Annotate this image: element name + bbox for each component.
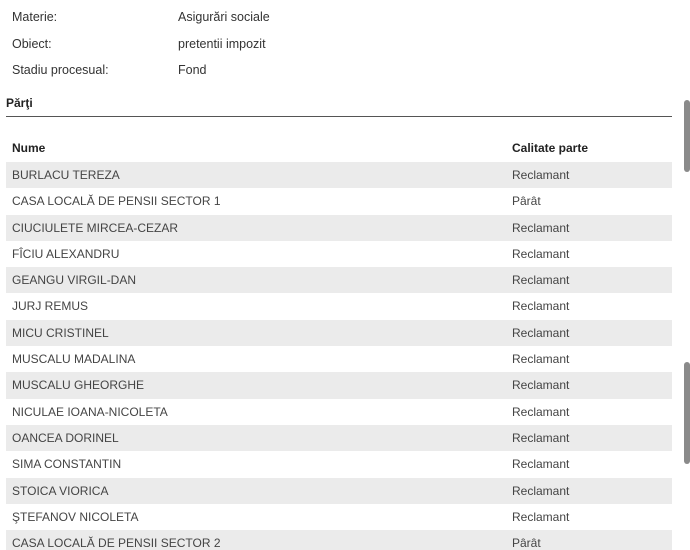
table-header [6, 134, 672, 162]
table-row [6, 478, 672, 504]
parties-table [6, 134, 672, 550]
table-row [6, 425, 672, 451]
party-name: OANCEA DORINEL [12, 430, 119, 445]
table-row [6, 530, 672, 550]
table-row [6, 293, 672, 319]
party-role: Reclamant [512, 246, 570, 261]
party-name: FÎCIU ALEXANDRU [12, 246, 120, 261]
table-row [6, 399, 672, 425]
party-name: STOICA VIORICA [12, 483, 109, 498]
party-role: Reclamant [512, 352, 570, 367]
column-header-role: Calitate parte [512, 141, 589, 155]
table-row [6, 504, 672, 530]
party-name: CASA LOCALĂ DE PENSII SECTOR 2 [12, 536, 221, 550]
party-role: Reclamant [512, 404, 570, 419]
party-role: Reclamant [512, 299, 570, 314]
table-row [6, 162, 672, 188]
party-name: ŞTEFANOV NICOLETA [12, 509, 139, 524]
party-name: MUSCALU MADALINA [12, 352, 136, 367]
section-title-parti: Părţi [6, 96, 33, 110]
column-header-name: Nume [12, 141, 46, 155]
table-row [6, 372, 672, 398]
table-row [6, 267, 672, 293]
info-value: Fond [178, 63, 207, 77]
table-row [6, 215, 672, 241]
table-body [6, 162, 672, 550]
section-divider [6, 116, 672, 117]
party-role: Reclamant [512, 273, 570, 288]
party-name: MUSCALU GHEORGHE [12, 378, 145, 393]
party-role: Reclamant [512, 220, 570, 235]
party-role: Reclamant [512, 509, 570, 524]
party-name: NICULAE IOANA-NICOLETA [12, 404, 168, 419]
scrollbar-thumb[interactable] [684, 100, 690, 172]
info-label: Materie: [12, 10, 58, 24]
party-role: Reclamant [512, 430, 570, 445]
info-value: Asigurări sociale [178, 10, 270, 24]
party-role: Reclamant [512, 168, 570, 182]
party-name: CASA LOCALĂ DE PENSII SECTOR 1 [12, 194, 221, 209]
party-role: Reclamant [512, 378, 570, 393]
table-row [6, 188, 672, 214]
party-name: GEANGU VIRGIL-DAN [12, 273, 137, 288]
party-name: JURJ REMUS [12, 299, 89, 314]
party-name: BURLACU TEREZA [12, 168, 120, 182]
table-row [6, 451, 672, 477]
party-role: Reclamant [512, 325, 570, 340]
party-name: CIUCIULETE MIRCEA-CEZAR [12, 220, 179, 235]
scrollbar-thumb[interactable] [684, 362, 690, 464]
party-name: MICU CRISTINEL [12, 325, 109, 340]
party-name: SIMA CONSTANTIN [12, 457, 122, 472]
table-row [6, 241, 672, 267]
party-role: Pârât [512, 536, 541, 550]
party-role: Reclamant [512, 457, 570, 472]
party-role: Reclamant [512, 483, 570, 498]
party-role: Pârât [512, 194, 541, 209]
table-row [6, 320, 672, 346]
info-label: Obiect: [12, 37, 52, 51]
table-row [6, 346, 672, 372]
info-label: Stadiu procesual: [12, 63, 109, 77]
info-value: pretentii impozit [178, 37, 266, 51]
